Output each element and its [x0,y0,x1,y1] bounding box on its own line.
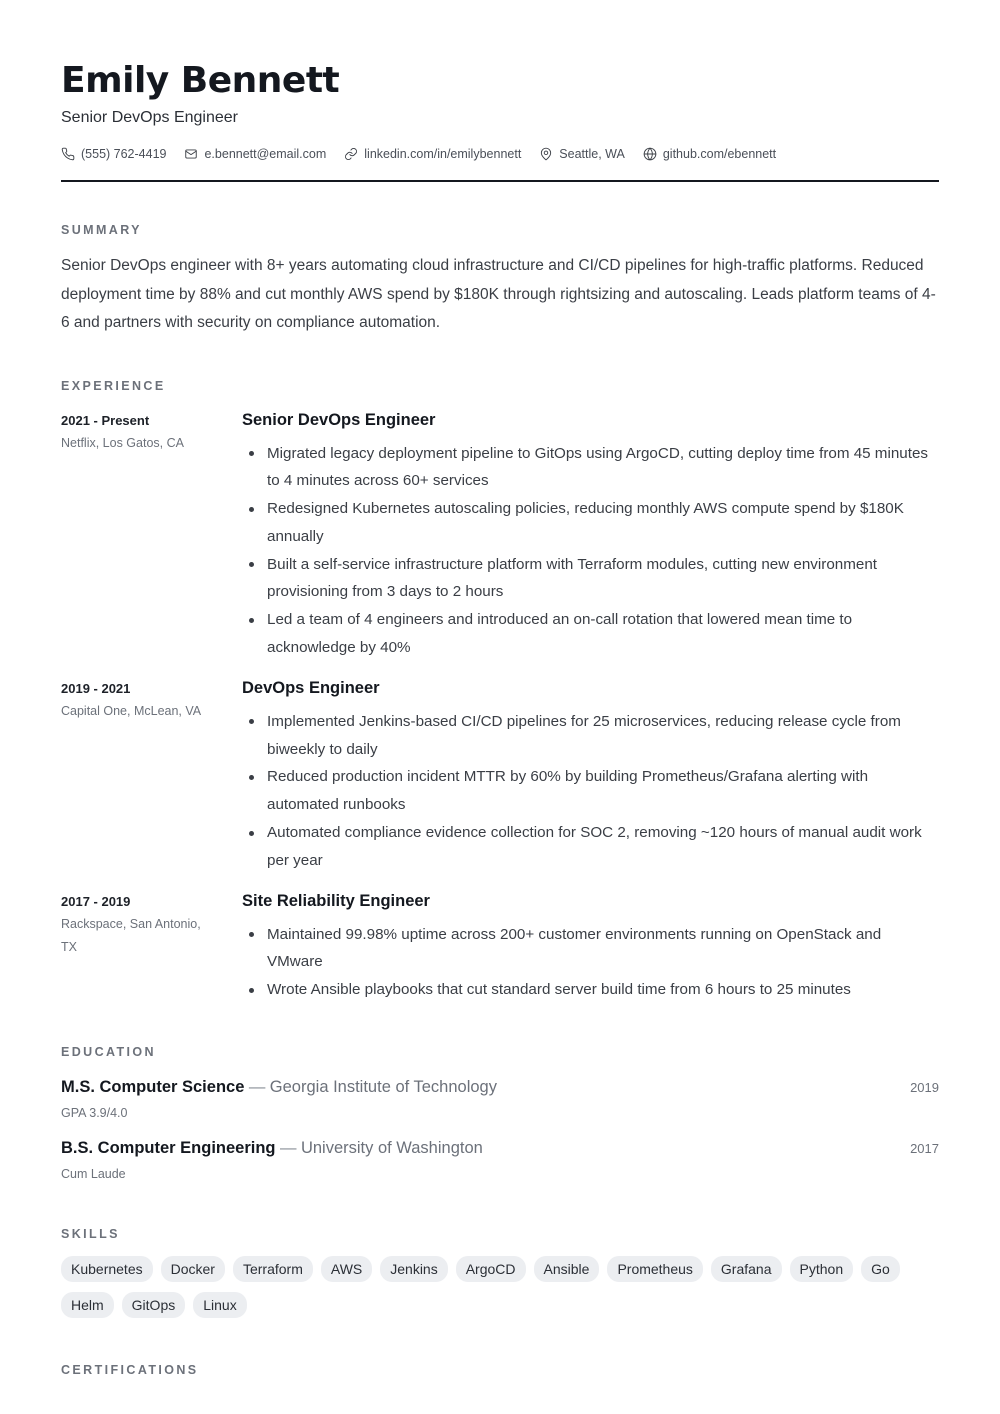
education-degree: B.S. Computer Engineering [61,1139,276,1158]
job-title: DevOps Engineer [242,678,380,697]
header-divider [61,180,939,182]
github-text[interactable]: github.com/ebennett [662,147,777,161]
job-body [242,893,939,1004]
skill-chip: Ansible [534,1256,600,1282]
job-dates: 2017 - 2019 [61,893,131,909]
experience-section [61,378,939,1005]
education-row [61,1139,939,1158]
education-school: University of Washington [300,1139,483,1158]
education-row [61,1078,939,1097]
job-bullets [242,921,939,1004]
email-text[interactable]: e.bennett@email.com [204,147,327,161]
education-entry [61,1078,939,1121]
job-dates: 2021 - Present [61,412,150,428]
candidate-name: Emily Bennett [61,60,340,101]
education-separator: — [248,1078,266,1097]
job-body [242,412,939,662]
skill-chip: Linux [193,1292,246,1318]
candidate-role: Senior DevOps Engineer [61,109,238,126]
job-entry [61,893,939,1004]
job-bullet: Reduced production incident MTTR by 60% by building Prometheus/Grafana alerting with automated runbooks [242,763,939,819]
experience-heading: EXPERIENCE [61,378,166,393]
skill-chip: Kubernetes [61,1256,153,1282]
education-main [61,1078,497,1097]
skill-chip: Helm [61,1292,114,1318]
job-bullet: Migrated legacy deployment pipeline to GitOps using ArgoCD, cutting deploy time from 45 minutes to 4 minutes across 60+ services [242,440,939,496]
contact-bar [61,144,939,164]
job-location: Rackspace, San Antonio, TX [61,916,201,954]
job-entry [61,412,939,662]
education-note: Cum Laude [61,1167,126,1182]
job-bullet: Led a team of 4 engineers and introduced an on-call rotation that lowered mean time to acknowledge by 40% [242,606,939,662]
phone-icon [61,147,75,161]
skill-chip: Grafana [711,1256,782,1282]
location-text: Seattle, WA [559,147,625,161]
education-entry [61,1139,939,1182]
contact-linkedin[interactable] [344,147,521,161]
certifications-section [61,1362,939,1378]
job-body [242,680,939,875]
job-bullet: Implemented Jenkins-based CI/CD pipelines for 25 microservices, reducing release cycle from biweekly to daily [242,708,939,764]
contact-phone [61,147,166,161]
skills-list [61,1256,941,1318]
job-bullet: Redesigned Kubernetes autoscaling policies, reducing monthly AWS compute spend by $180K annually [242,495,939,551]
job-meta [61,412,242,662]
map-pin-icon [539,147,553,161]
globe-icon [643,147,657,161]
skill-chip: GitOps [122,1292,186,1318]
contact-github[interactable] [643,147,776,161]
summary-section [61,222,939,338]
job-meta [61,893,242,1004]
skills-section [61,1226,939,1318]
job-dates: 2019 - 2021 [61,680,131,696]
job-bullet: Maintained 99.98% uptime across 200+ customer environments running on OpenStack and VMware [242,921,939,977]
skill-chip: AWS [321,1256,372,1282]
skill-chip: Go [861,1256,900,1282]
education-separator: — [279,1139,297,1158]
education-degree: M.S. Computer Science [61,1078,245,1097]
mail-icon [184,147,198,161]
job-bullets [242,440,939,662]
job-location: Netflix, Los Gatos, CA [61,435,184,450]
skill-chip: Jenkins [380,1256,447,1282]
job-bullet: Automated compliance evidence collection for SOC 2, removing ~120 hours of manual audit work per year [242,819,939,875]
education-section [61,1044,939,1182]
link-icon [344,147,358,161]
skill-chip: Terraform [233,1256,313,1282]
phone-text: (555) 762-4419 [81,147,167,161]
linkedin-text[interactable]: linkedin.com/in/emilybennett [364,147,522,161]
education-heading: EDUCATION [61,1045,156,1060]
certifications-heading: CERTIFICATIONS [61,1363,199,1378]
job-title: Senior DevOps Engineer [242,410,436,429]
education-note: GPA 3.9/4.0 [61,1106,128,1121]
job-bullet: Wrote Ansible playbooks that cut standard server build time from 6 hours to 25 minutes [242,976,939,1004]
job-bullet: Built a self-service infrastructure platform with Terraform modules, cutting new environment provisioning from 3 days to 2 hours [242,551,939,607]
contact-email[interactable] [184,147,326,161]
skill-chip: Python [790,1256,854,1282]
skill-chip: Docker [161,1256,225,1282]
job-title: Site Reliability Engineer [242,891,430,910]
education-school: Georgia Institute of Technology [269,1078,497,1097]
skill-chip: ArgoCD [456,1256,526,1282]
summary-text: Senior DevOps engineer with 8+ years automating cloud infrastructure and CI/CD pipelines for high-traffic platforms. Reduced deployment time by 88% and cut monthly AWS spend by $180K through rightsizing and autoscaling. Leads platform teams of 4-6 and partners with security on compliance automation. [61,257,936,331]
education-year: 2017 [910,1141,939,1157]
job-meta [61,680,242,875]
resume-header [61,60,939,182]
job-location: Capital One, McLean, VA [61,703,202,718]
job-entry [61,680,939,875]
education-main [61,1139,483,1158]
skills-heading: SKILLS [61,1227,120,1242]
education-year: 2019 [910,1080,939,1096]
skill-chip: Prometheus [607,1256,702,1282]
contact-location [539,147,625,161]
summary-heading: SUMMARY [61,223,142,237]
job-bullets [242,708,939,875]
